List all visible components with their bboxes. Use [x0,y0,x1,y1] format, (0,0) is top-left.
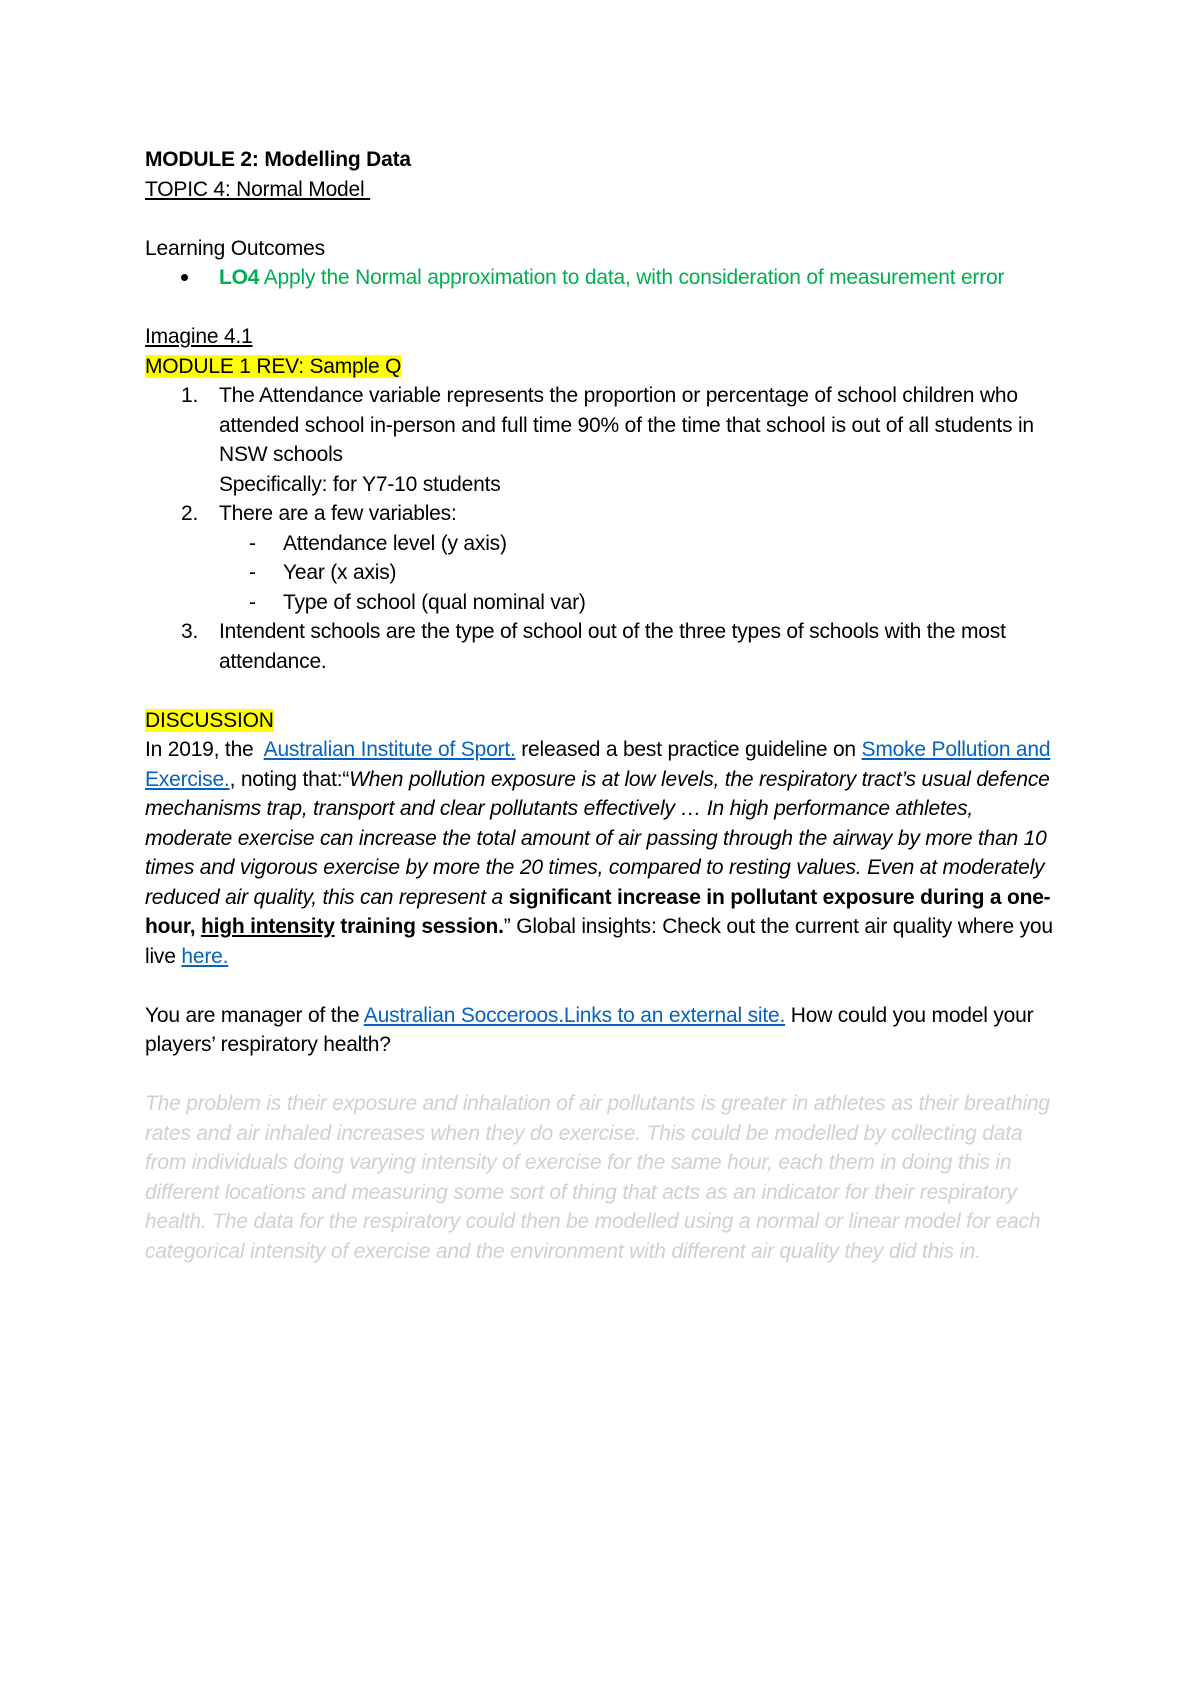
paragraph-text: In 2019, the [145,738,264,761]
quote-bold-underlined-text: high intensity [200,915,335,938]
spacer [145,676,1065,706]
link-australian-socceroos[interactable]: Australian Socceroos.Links to an external site. [363,1003,786,1027]
numbered-item-1 [145,381,1065,499]
item-text: Intendent schools are the type of school out of the three types of schools with the most attendance. [219,620,1006,673]
list-marker: 3. [181,620,199,643]
sub-list-item [145,529,1065,559]
dash-marker: - [249,590,256,614]
sub-item-text: Type of school (qual nominal var) [283,590,586,614]
item-text: The Attendance variable represents the proportion or percentage of school children who attended school in-person and full time 90% of the time that school is out of all students in NSW schools [219,384,1034,466]
topic-title: TOPIC 4: Normal Model [145,177,371,201]
paragraph-text: ” Global insights: Check out the current air quality where you live [145,915,1053,968]
paragraph-text: How could you model your players’ respiratory health? [145,1003,1034,1056]
list-marker: 2. [181,502,199,525]
learning-outcomes-heading: Learning Outcomes [145,236,325,260]
link-air-quality-here[interactable]: here. [181,944,229,968]
numbered-item-2 [145,499,1065,529]
dash-marker: - [249,531,256,555]
paragraph-text: , noting that:“ [229,767,350,791]
answer-paragraph: The problem is their exposure and inhalation of air pollutants is greater in athletes as their breathing rates and air inhaled increases when they do exercise. This could be modelled by collecting data from individuals doing varying intensity of exercise for the same hour, each them in doing this in different locations and measuring some sort of thing that acts as an indicator for their respiratory health. The data for the respiratory could then be modelled using a normal or linear model for each categorical intensity of exercise and the environment with different air quality they did this in. [145,1092,1050,1263]
question-paragraph [145,1001,1065,1060]
link-smoke-pollution-and-exercise[interactable]: Smoke Pollution and Exercise. [145,738,1051,791]
paragraph-text: You are manager of the [145,1003,364,1027]
paragraph-text: released a best practice guideline on [515,738,862,761]
sub-list-item [145,588,1065,618]
numbered-item-3 [145,617,1065,676]
bullet-icon [181,274,188,281]
imagine-subheading-line [145,352,1065,382]
sub-item-text: Attendance level (y axis) [283,531,507,555]
item-extra-text: Specifically: for Y7-10 students [219,472,501,496]
imagine-subheading: MODULE 1 REV: Sample Q [145,354,402,378]
quote-bold-text: training session. [334,915,504,938]
document-page [145,145,1065,1266]
discussion-heading-line [145,706,1065,736]
quote-bold-text: significant increase in pollutant exposure during a one-hour, [145,885,1051,938]
spacer [145,204,1065,234]
sub-item-text: Year (x axis) [283,561,397,584]
list-marker: 1. [181,384,199,407]
dash-marker: - [249,561,256,584]
learning-outcome-item [145,263,1065,293]
outcome-text: Apply the Normal approximation to data, with consideration of measurement error [259,266,1005,289]
outcome-code: LO4 [219,266,260,289]
imagine-heading: Imagine 4.1 [145,325,253,348]
link-australian-institute-of-sport[interactable]: Australian Institute of Sport. [263,738,516,761]
sub-list-item [145,558,1065,588]
spacer [145,971,1065,1001]
quote-text: When pollution exposure is at low levels, the respiratory tract’s usual defence mechanisms trap, transport and clear pollutants effectively … In high performance athletes, moderate exercise can increase the total amount of air passing through the airway by more than 10 times and vigorous exercise by more the 20 times, compared to resting values. Even at moderately reduced air quality, this can represent a [145,767,1050,909]
discussion-heading: DISCUSSION [145,708,274,732]
module-title: MODULE 2: Modelling Data [145,148,411,171]
item-text: There are a few variables: [219,502,457,525]
spacer [145,1060,1065,1090]
spacer [145,293,1065,323]
discussion-paragraph [145,735,1065,971]
